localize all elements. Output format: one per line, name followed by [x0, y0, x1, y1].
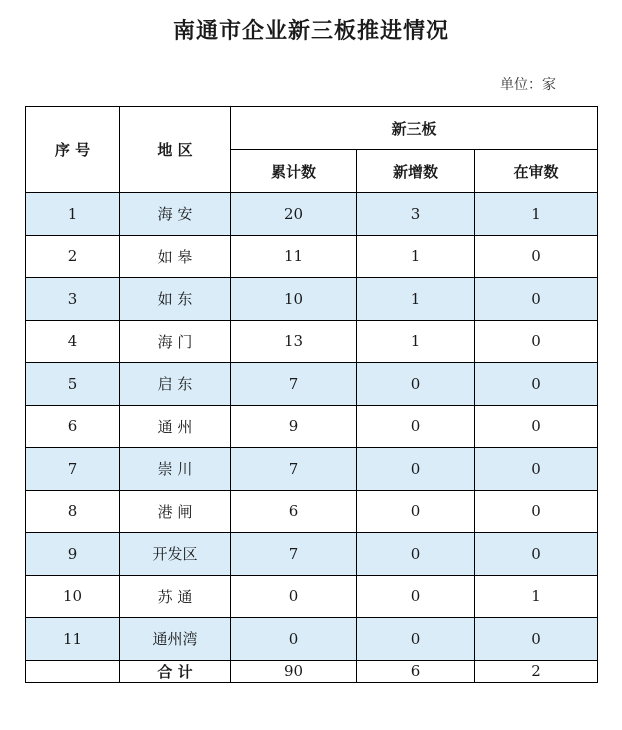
table-row — [26, 448, 598, 491]
cell-under-review: 0 — [475, 320, 598, 363]
header-cumulative: 累计数 — [231, 150, 357, 193]
cell-region: 启 东 — [120, 363, 231, 406]
cell-region: 崇 川 — [120, 448, 231, 491]
cell-seq: 7 — [26, 448, 120, 491]
table-row — [26, 618, 598, 661]
cell-seq: 9 — [26, 533, 120, 576]
cell-region: 开发区 — [120, 533, 231, 576]
cell-cumulative: 9 — [231, 405, 357, 448]
total-row — [26, 660, 598, 682]
cell-under-review: 1 — [475, 193, 598, 236]
table-row — [26, 193, 598, 236]
data-table — [25, 106, 598, 683]
header-under-review: 在审数 — [475, 150, 598, 193]
cell-seq: 1 — [26, 193, 120, 236]
cell-region: 苏 通 — [120, 575, 231, 618]
cell-new-added: 0 — [357, 448, 475, 491]
cell-cumulative: 0 — [231, 575, 357, 618]
cell-cumulative: 7 — [231, 363, 357, 406]
cell-seq: 6 — [26, 405, 120, 448]
cell-under-review: 0 — [475, 363, 598, 406]
header-group: 新三板 — [231, 107, 598, 150]
cell-seq: 8 — [26, 490, 120, 533]
cell-new-added: 0 — [357, 363, 475, 406]
cell-under-review: 0 — [475, 405, 598, 448]
cell-new-added: 1 — [357, 320, 475, 363]
cell-region: 海 安 — [120, 193, 231, 236]
cell-cumulative: 7 — [231, 533, 357, 576]
cell-new-added: 0 — [357, 533, 475, 576]
cell-seq: 10 — [26, 575, 120, 618]
cell-region: 通 州 — [120, 405, 231, 448]
cell-new-added: 1 — [357, 235, 475, 278]
cell-cumulative: 13 — [231, 320, 357, 363]
cell-new-added: 3 — [357, 193, 475, 236]
total-new-added: 6 — [357, 660, 475, 682]
cell-seq: 3 — [26, 278, 120, 321]
table-row — [26, 320, 598, 363]
cell-under-review: 0 — [475, 618, 598, 661]
table-row — [26, 405, 598, 448]
cell-new-added: 0 — [357, 575, 475, 618]
total-seq — [26, 660, 120, 682]
cell-cumulative: 10 — [231, 278, 357, 321]
unit-label: 单位：家 — [500, 77, 556, 93]
cell-seq: 2 — [26, 235, 120, 278]
cell-cumulative: 7 — [231, 448, 357, 491]
total-under-review: 2 — [475, 660, 598, 682]
header-region: 地 区 — [120, 107, 231, 193]
table-row — [26, 490, 598, 533]
cell-cumulative: 20 — [231, 193, 357, 236]
header-new-added: 新增数 — [357, 150, 475, 193]
cell-under-review: 1 — [475, 575, 598, 618]
table-row — [26, 575, 598, 618]
total-cumulative: 90 — [231, 660, 357, 682]
cell-seq: 4 — [26, 320, 120, 363]
table-row — [26, 533, 598, 576]
cell-new-added: 0 — [357, 618, 475, 661]
table-row — [26, 278, 598, 321]
cell-under-review: 0 — [475, 448, 598, 491]
cell-cumulative: 0 — [231, 618, 357, 661]
table-body — [26, 193, 598, 661]
cell-seq: 11 — [26, 618, 120, 661]
cell-new-added: 1 — [357, 278, 475, 321]
cell-under-review: 0 — [475, 490, 598, 533]
cell-region: 海 门 — [120, 320, 231, 363]
cell-under-review: 0 — [475, 278, 598, 321]
cell-new-added: 0 — [357, 490, 475, 533]
cell-under-review: 0 — [475, 235, 598, 278]
table-row — [26, 235, 598, 278]
cell-under-review: 0 — [475, 533, 598, 576]
header-seq: 序 号 — [26, 107, 120, 193]
cell-new-added: 0 — [357, 405, 475, 448]
cell-seq: 5 — [26, 363, 120, 406]
page-title: 南通市企业新三板推进情况 — [172, 19, 449, 44]
cell-cumulative: 6 — [231, 490, 357, 533]
cell-region: 港 闸 — [120, 490, 231, 533]
cell-cumulative: 11 — [231, 235, 357, 278]
total-label: 合 计 — [120, 660, 231, 682]
cell-region: 通州湾 — [120, 618, 231, 661]
table-row — [26, 363, 598, 406]
cell-region: 如 东 — [120, 278, 231, 321]
cell-region: 如 皋 — [120, 235, 231, 278]
